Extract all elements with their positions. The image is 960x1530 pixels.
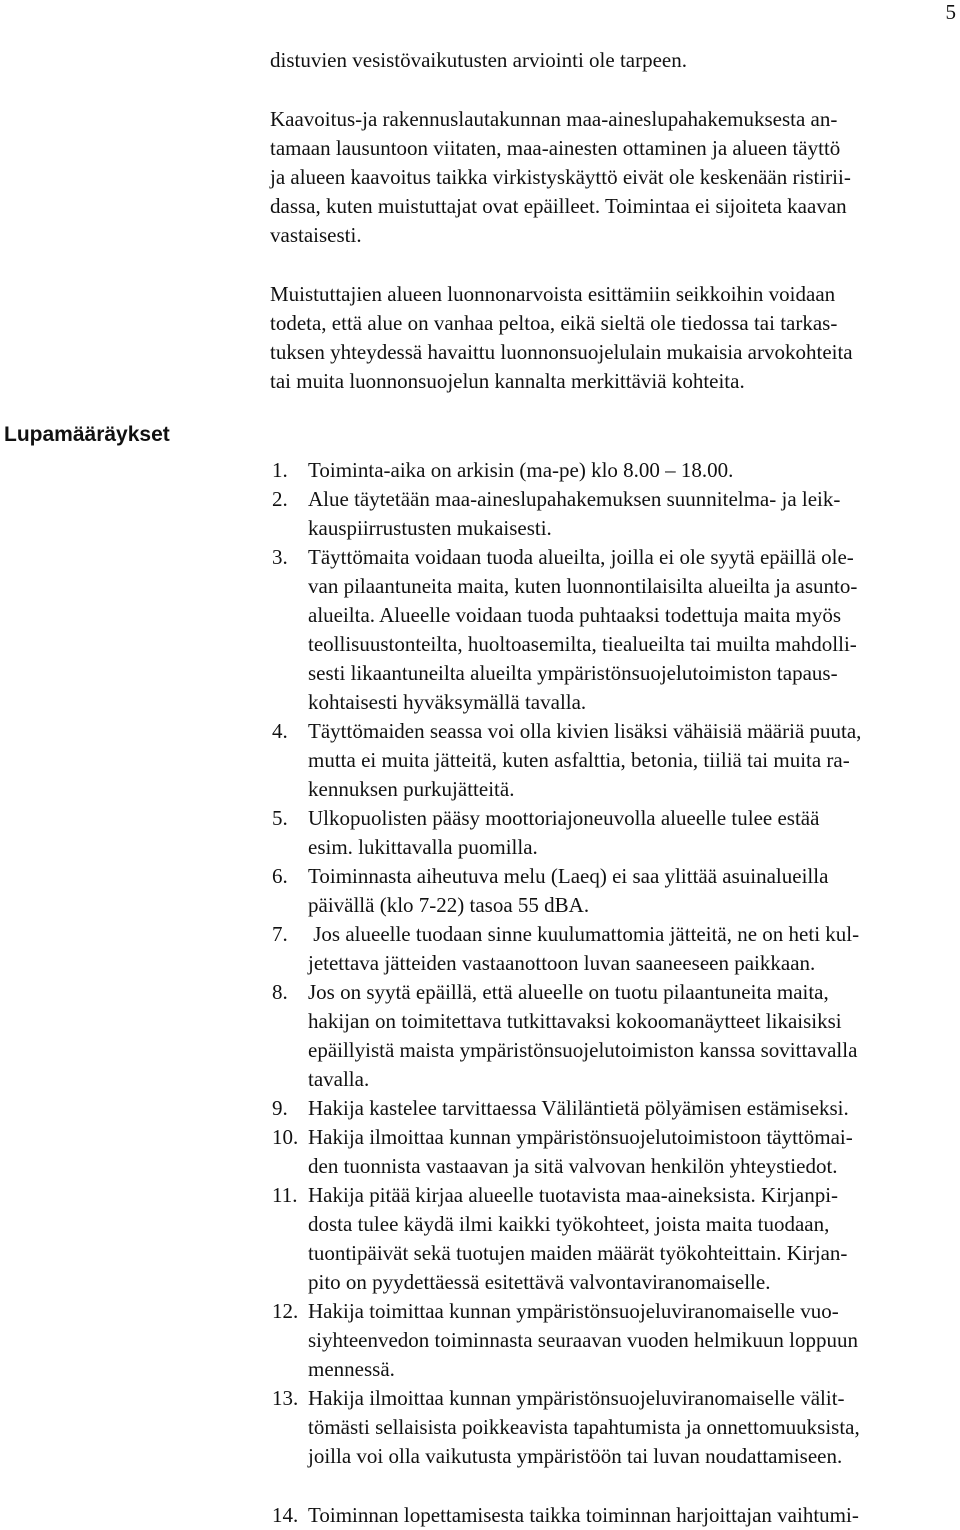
text-line: Alue täytetään maa-aineslupahakemuksen suunnitelma- ja leik-: [308, 487, 841, 511]
condition-item-11: [270, 1181, 960, 1297]
text-line: vastaisesti.: [270, 223, 362, 247]
condition-item-2: [270, 485, 960, 543]
text-line: tömästi sellaisista poikkeavista tapahtumista ja onnettomuuksista,: [308, 1415, 860, 1439]
condition-number: 7.: [272, 922, 288, 946]
text-line: Hakija kastelee tarvittaessa Väliläntietä pölyämisen estämiseksi.: [308, 1096, 849, 1120]
text-line: siyhteenvedon toiminnasta seuraavan vuoden helmikuun loppuun: [308, 1328, 858, 1352]
text-line: Täyttömaiden seassa voi olla kivien lisäksi vähäisiä määriä puuta,: [308, 719, 862, 743]
text-line: päivällä (klo 7-22) tasoa 55 dBA.: [308, 893, 590, 917]
text-line: kauspiirrustusten mukaisesti.: [308, 516, 552, 540]
condition-item-7: [270, 920, 960, 978]
text-line: distuvien vesistövaikutusten arviointi ole tarpeen.: [270, 48, 687, 72]
text-line: Täyttömaita voidaan tuoda alueilta, joilla ei ole syytä epäillä ole-: [308, 545, 854, 569]
text-line: Kaavoitus-ja rakennuslautakunnan maa-aineslupahakemuksesta an-: [270, 107, 838, 131]
condition-item-13: [270, 1384, 960, 1471]
text-line: Hakija ilmoittaa kunnan ympäristönsuojeluviranomaiselle välit-: [308, 1386, 845, 1410]
text-line: tuontipäivät sekä tuotujen maiden määrät työkohteittain. Kirjan-: [308, 1241, 848, 1265]
text-line: kennuksen purkujätteitä.: [308, 777, 515, 801]
text-line: mutta ei muita jätteitä, kuten asfalttia, betonia, tiiliä tai muita ra-: [308, 748, 850, 772]
condition-number: 3.: [272, 545, 288, 569]
main-text-column: [270, 46, 960, 1530]
paragraph-2: [270, 105, 960, 250]
text-line: todeta, että alue on vanhaa peltoa, eikä sieltä ole tiedossa tai tarkas-: [270, 311, 838, 335]
text-line: Toiminta-aika on arkisin (ma-pe) klo 8.00 – 18.00.: [308, 458, 734, 482]
text-line: Muistuttajien alueen luonnonarvoista esittämiin seikkoihin voidaan: [270, 282, 836, 306]
text-line: tamaan lausuntoon viitaten, maa-ainesten ottaminen ja alueen täyttö: [270, 136, 841, 160]
text-line: epäillyistä maista ympäristönsuojelutoimiston kanssa sovittavalla: [308, 1038, 858, 1062]
condition-number: 14.: [272, 1503, 299, 1527]
text-line: kohtaisesti hyväksymällä tavalla.: [308, 690, 587, 714]
text-line: Hakija ilmoittaa kunnan ympäristönsuojelutoimistoon täyttömai-: [308, 1125, 853, 1149]
condition-item-14: [270, 1501, 960, 1530]
condition-item-9: [270, 1094, 960, 1123]
condition-number: 6.: [272, 864, 288, 888]
text-line: tuksen yhteydessä havaittu luonnonsuojelulain mukaisia arvokohteita: [270, 340, 853, 364]
condition-number: 10.: [272, 1125, 299, 1149]
text-line: dassa, kuten muistuttajat ovat epäilleet. Toimintaa ei sijoiteta kaavan: [270, 194, 847, 218]
text-line: ja alueen kaavoitus taikka virkistyskäyttö eivät ole keskenään ristirii-: [270, 165, 851, 189]
text-line: tavalla.: [308, 1067, 370, 1091]
condition-item-8: [270, 978, 960, 1094]
text-line: Toiminnan lopettamisesta taikka toiminnan harjoittajan vaihtumi-: [308, 1503, 859, 1527]
text-line: mennessä.: [308, 1357, 395, 1381]
condition-number: 5.: [272, 806, 288, 830]
condition-item-1: [270, 456, 960, 485]
text-line: sesti likaantuneilta alueilta ympäristönsuojelutoimiston tapaus-: [308, 661, 838, 685]
condition-item-3: [270, 543, 960, 717]
text-line: joilla voi olla vaikutusta ympäristöön tai luvan noudattamiseen.: [308, 1444, 843, 1468]
condition-number: 11.: [272, 1183, 298, 1207]
condition-number: 9.: [272, 1096, 288, 1120]
text-line: Jos alueelle tuodaan sinne kuulumattomia jätteitä, ne on heti kul-: [308, 922, 860, 946]
text-line: dosta tulee käydä ilmi kaikki työkohteet, joista maita tuodaan,: [308, 1212, 830, 1236]
condition-item-6: [270, 862, 960, 920]
text-line: alueilta. Alueelle voidaan tuoda puhtaaksi todettuja maita myös: [308, 603, 842, 627]
text-line: hakijan on toimitettava tutkittavaksi kokoomanäytteet likaisiksi: [308, 1009, 842, 1033]
page-number: 5: [945, 0, 956, 24]
condition-item-10: [270, 1123, 960, 1181]
text-line: den tuonnista vastaavan ja sitä valvovan henkilön yhteystiedot.: [308, 1154, 838, 1178]
condition-number: 2.: [272, 487, 288, 511]
text-line: pito on pyydettäessä esitettävä valvontaviranomaiselle.: [308, 1270, 771, 1294]
condition-number: 13.: [272, 1386, 299, 1410]
text-line: Hakija pitää kirjaa alueelle tuotavista maa-aineksista. Kirjanpi-: [308, 1183, 839, 1207]
permit-conditions-list: [270, 456, 960, 1530]
condition-number: 12.: [272, 1299, 299, 1323]
paragraph-1: [270, 46, 960, 75]
section-heading-permit-conditions: Lupamääräykset: [4, 423, 170, 446]
text-line: Hakija toimittaa kunnan ympäristönsuojeluviranomaiselle vuo-: [308, 1299, 839, 1323]
condition-item-5: [270, 804, 960, 862]
paragraph-3: [270, 280, 960, 396]
text-line: teollisuustonteilta, huoltoasemilta, tiealueilta tai muilta mahdolli-: [308, 632, 857, 656]
condition-number: 1.: [272, 458, 288, 482]
condition-item-4: [270, 717, 960, 804]
text-line: Toiminnasta aiheutuva melu (Laeq) ei saa ylittää asuinalueilla: [308, 864, 829, 888]
text-line: Jos on syytä epäillä, että alueelle on tuotu pilaantuneita maita,: [308, 980, 829, 1004]
text-line: tai muita luonnonsuojelun kannalta merkittäviä kohteita.: [270, 369, 745, 393]
condition-number: 4.: [272, 719, 288, 743]
text-line: esim. lukittavalla puomilla.: [308, 835, 538, 859]
condition-item-12: [270, 1297, 960, 1384]
text-line: van pilaantuneita maita, kuten luonnontilaisilta alueilta ja asunto-: [308, 574, 858, 598]
text-line: Ulkopuolisten pääsy moottoriajoneuvolla alueelle tulee estää: [308, 806, 820, 830]
text-line: jetettava jätteiden vastaanottoon luvan saaneeseen paikkaan.: [308, 951, 816, 975]
condition-number: 8.: [272, 980, 288, 1004]
